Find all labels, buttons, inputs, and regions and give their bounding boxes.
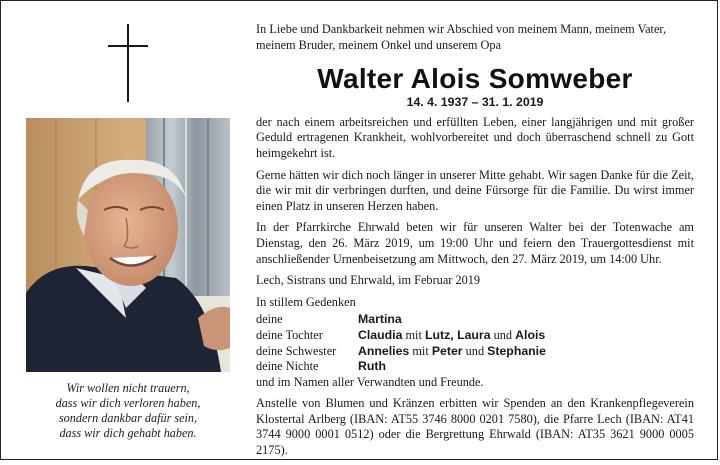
place-date: Lech, Sistrans und Ehrwald, im Februar 2019: [256, 273, 481, 288]
mourner-name-part: Alois: [515, 327, 546, 342]
cross-icon: [108, 24, 148, 102]
mourner-name-part: Annelies: [358, 343, 410, 358]
relatives-line: und im Namen aller Verwandten und Freunde.: [256, 374, 484, 389]
poem-line: dass wir dich verloren haben,: [55, 396, 201, 410]
poem-line: Wir wollen nicht trauern,: [66, 381, 190, 395]
mourner-name-part: Peter: [431, 343, 463, 358]
memory-line: In stillem Gedenken: [256, 294, 356, 309]
poem-line: dass wir dich gehabt haben.: [59, 426, 197, 440]
donation-paragraph: Anstelle von Blumen und Kränzen erbitten wir Spenden an den Krankenpflegeverein Klostertal Arlberg (IBAN: AT55 3746 8000 0201 7580), die Pfarre Lech (IBAN: AT41 3744 9000 0001 0512) oder die Bergrettung Ehrwald (IBAN: AT35 3621 9000 0005 2175).: [256, 396, 694, 458]
life-dates: 14. 4. 1937 – 31. 1. 2019: [406, 95, 544, 110]
mourner-name-part: und: [490, 327, 516, 342]
mourner-names: [358, 328, 545, 344]
ceremony-paragraph: In der Pfarrkirche Ehrwald beten wir für unseren Walter bei der Totenwache am Dienstag, den 26. März 2019, um 19:00 Uhr und feiern den Trauergottesdienst mit anschließender Urnenbeisetzung am Mittwoch, den 27. März 2019, um 14:00 Uhr.: [256, 220, 694, 266]
mourner-names: [358, 359, 386, 375]
intro-text: In Liebe und Dankbarkeit nehmen wir Abschied von meinem Mann, meinem Vater, meinem Bruder, meinem Onkel und unserem Opa: [256, 22, 667, 52]
mourner-name-part: Stephanie: [487, 343, 546, 358]
mourner-row: [256, 312, 694, 328]
mourner-name-part: Claudia: [358, 327, 403, 342]
deceased-name: Walter Alois Somweber: [317, 63, 633, 95]
mourner-role: deine Schwester: [256, 343, 337, 358]
mourner-name-part: mit: [402, 327, 425, 342]
mourner-name-part: Lutz, Laura: [424, 327, 491, 342]
mourner-row: [256, 328, 694, 344]
mourner-row: [256, 359, 694, 375]
mourner-row: [256, 344, 694, 360]
notice-text: [256, 22, 694, 465]
portrait-photo: [26, 118, 230, 372]
mourner-name-part: Martina: [358, 312, 402, 327]
mourner-names: [358, 312, 402, 328]
mourner-name-part: mit: [409, 343, 432, 358]
mourner-role: deine Nichte: [256, 359, 319, 374]
mourner-role: deine: [256, 312, 283, 327]
mourner-name-part: Ruth: [358, 359, 386, 374]
mourners-list: [256, 312, 694, 374]
poem-line: sondern dankbar dafür sein,: [58, 411, 198, 425]
poem: [26, 381, 230, 441]
mourner-names: [358, 344, 546, 360]
farewell-paragraph: Gerne hätten wir dich noch länger in unserer Mitte gehabt. Wir sagen Danke für die Zeit, die wir mit dir verbringen durften, und deine Fürsorge für die Familie. Du wirst immer einen Platz in unseren Herzen haben.: [256, 167, 694, 213]
life-paragraph: der nach einem arbeitsreichen und erfüllten Leben, einer langjährigen und mit großer Geduld ertragenen Krankheit, wohlvorbereitet und doch überraschend schnell zu Gott heimgekehrt ist.: [256, 114, 694, 160]
mourner-name-part: und: [462, 343, 488, 358]
mourner-role: deine Tochter: [256, 327, 323, 342]
